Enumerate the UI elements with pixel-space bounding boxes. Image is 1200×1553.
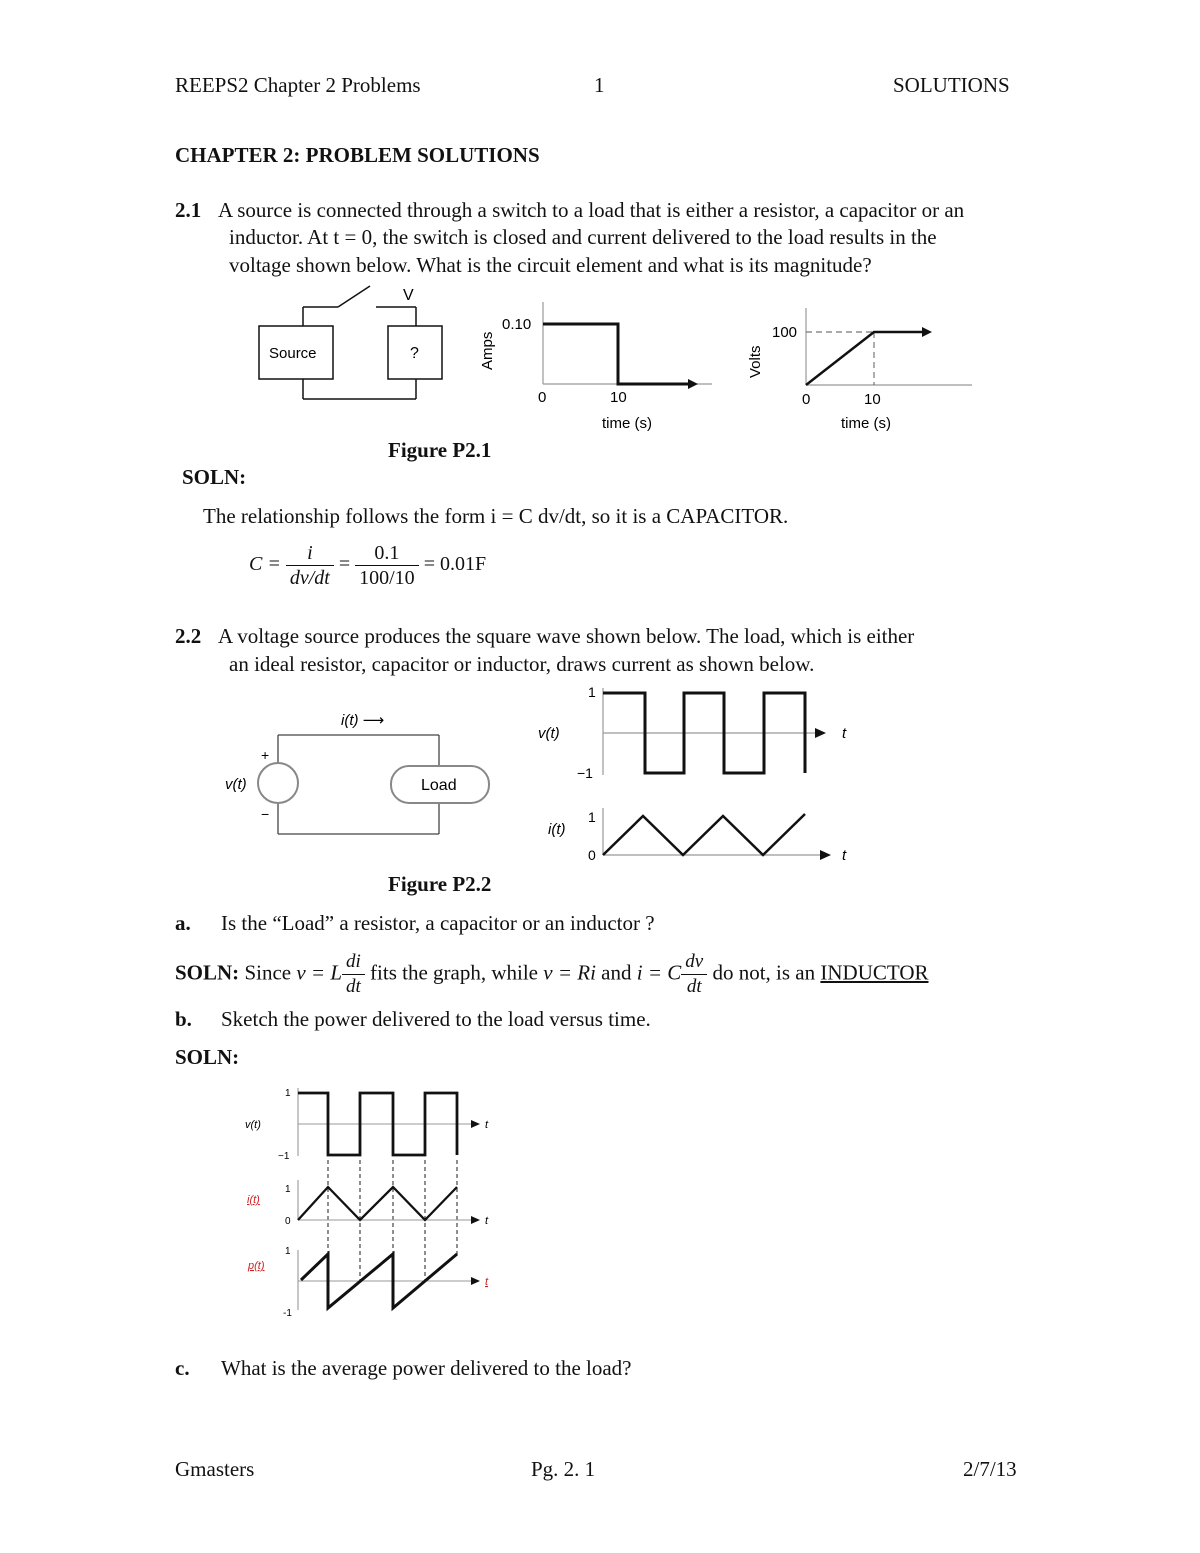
sketch-vt-arrowhead — [471, 1120, 480, 1128]
amps-x0: 0 — [538, 389, 547, 406]
v-eq-ri: v = Ri — [543, 960, 596, 985]
sketch-vt-axes — [298, 1088, 471, 1156]
plus-sign: + — [261, 747, 270, 763]
current-arrow-label: i(t) ⟶ — [341, 712, 385, 729]
footer-left: Gmasters — [175, 1457, 255, 1481]
problem-2-1-number: 2.1 — [175, 198, 202, 222]
sketch-it-label: i(t) — [247, 1194, 260, 1206]
sketch-pt-t: t — [485, 1276, 489, 1288]
eq-equals: = — [338, 553, 351, 576]
sketch-vt-bot: −1 — [278, 1151, 290, 1162]
current-arrowhead — [688, 379, 698, 389]
load-unknown-label: ? — [410, 345, 419, 362]
figure-p2-2-caption: Figure P2.2 — [388, 872, 492, 896]
sketch-pt-arrowhead — [471, 1277, 480, 1285]
footer-date: 2/7/13 — [963, 1457, 1017, 1481]
volts-x0: 0 — [802, 391, 811, 408]
problem-2-1-line3: voltage shown below. What is the circuit element and what is its magnitude? — [229, 253, 872, 277]
eq-lhs: C = — [249, 553, 281, 576]
it-zero: 0 — [588, 847, 596, 863]
i-eq-c: i = C — [636, 960, 682, 985]
power-sketch — [235, 1080, 515, 1320]
figure-p2-1-caption: Figure P2.1 — [388, 438, 492, 462]
sketch-vt-t: t — [485, 1119, 489, 1131]
part-c-label: c. — [175, 1356, 190, 1380]
di-num: di — [342, 950, 365, 975]
eq-num1: i — [286, 541, 334, 566]
problem-2-1-line1: A source is connected through a switch to a load that is either a resistor, a capacitor or an — [218, 198, 965, 222]
vt-arrowhead — [815, 728, 826, 738]
eq-frac1 — [286, 541, 334, 590]
it-top: 1 — [588, 809, 596, 825]
minus-sign: − — [261, 806, 270, 822]
vt-bot: −1 — [577, 765, 593, 781]
vsrc-label: v(t) — [225, 776, 247, 793]
capacitance-equation — [249, 541, 486, 590]
sketch-it-wave — [298, 1187, 457, 1220]
p21-soln-text: The relationship follows the form i = C dv/dt, so it is a CAPACITOR. — [203, 504, 789, 528]
sketch-vt-top: 1 — [285, 1088, 291, 1099]
sketch-it-zero: 0 — [285, 1216, 291, 1227]
sketch-it-top: 1 — [285, 1184, 291, 1195]
part-b-soln-label: SOLN: — [175, 1045, 240, 1069]
eq-den2: 100/10 — [359, 567, 415, 589]
vt-axis-label: v(t) — [538, 725, 560, 742]
volts-axes — [806, 308, 972, 385]
part-a-solution — [175, 950, 929, 999]
di-dt-frac — [342, 950, 365, 999]
problem-2-1-line2: inductor. At t = 0, the switch is closed and current delivered to the load results in the — [229, 225, 937, 249]
header-page-number: 1 — [594, 73, 605, 97]
part-a-text: Is the “Load” a resistor, a capacitor or an inductor ? — [221, 911, 655, 935]
do-not-text: do not, is an — [712, 960, 816, 985]
amps-ytick: 0.10 — [502, 316, 532, 333]
dv-num: dv — [681, 950, 707, 975]
volts-x10: 10 — [864, 391, 881, 408]
eq-result: = 0.01F — [423, 553, 487, 576]
amps-xlabel: time (s) — [602, 415, 652, 432]
amps-axes — [543, 302, 712, 384]
source-label: Source — [269, 345, 317, 362]
sketch-pt-bot: -1 — [283, 1308, 292, 1319]
p21-soln-label: SOLN: — [182, 465, 247, 489]
dt-den1: dt — [346, 976, 361, 997]
load-label: Load — [421, 777, 457, 794]
chapter-title: CHAPTER 2: PROBLEM SOLUTIONS — [175, 143, 540, 167]
amps-ylabel: Amps — [479, 331, 496, 370]
footer-page: Pg. 2. 1 — [531, 1457, 596, 1481]
voltage-arrowhead — [922, 327, 932, 337]
sketch-it-arrowhead — [471, 1216, 480, 1224]
vt-t: t — [842, 725, 847, 742]
v-eq-l: v = L — [296, 960, 343, 985]
it-axis-label: i(t) — [548, 821, 566, 838]
eq-num2: 0.1 — [355, 541, 419, 566]
problem-2-2-number: 2.2 — [175, 624, 202, 648]
current-trace — [543, 324, 690, 384]
eq-frac2 — [355, 541, 419, 590]
voltage-label: V — [403, 287, 414, 304]
inductor-answer: INDUCTOR — [820, 960, 929, 985]
header-right: SOLUTIONS — [893, 73, 1010, 97]
eq-den1: dv/dt — [289, 567, 330, 589]
part-b-text: Sketch the power delivered to the load versus time. — [221, 1007, 651, 1031]
sketch-pt-top: 1 — [285, 1246, 291, 1257]
header-left: REEPS2 Chapter 2 Problems — [175, 73, 421, 97]
part-a-soln-label: SOLN: — [175, 960, 240, 985]
dt-den2: dt — [686, 976, 702, 997]
switch-blade — [338, 286, 370, 307]
sketch-pt-label: p(t) — [248, 1260, 265, 1272]
and-word: and — [601, 960, 632, 985]
part-b-label: b. — [175, 1007, 192, 1031]
part-c-text: What is the average power delivered to the load? — [221, 1356, 632, 1380]
voltage-trace — [806, 332, 922, 385]
it-t: t — [842, 847, 847, 864]
fits-text: fits the graph, while — [370, 960, 539, 985]
figure-p2-2 — [215, 680, 875, 870]
it-triangle-wave — [603, 814, 805, 855]
circuit-p2-1 — [259, 286, 442, 399]
part-a-label: a. — [175, 911, 191, 935]
volts-xlabel: time (s) — [841, 415, 891, 432]
volts-ytick: 100 — [772, 324, 798, 341]
sketch-it-t: t — [485, 1215, 489, 1227]
it-arrowhead — [820, 850, 831, 860]
problem-2-2-line1: A voltage source produces the square wave shown below. The load, which is either — [218, 624, 915, 648]
vt-top: 1 — [588, 684, 596, 700]
vt-axes — [603, 688, 815, 775]
figure-p2-1 — [240, 280, 1000, 440]
amps-x10: 10 — [610, 389, 627, 406]
sketch-vt-label: v(t) — [245, 1119, 261, 1131]
problem-2-2-line2: an ideal resistor, capacitor or inductor, draws current as shown below. — [229, 652, 815, 676]
dv-dt-frac — [681, 950, 707, 999]
volts-ylabel: Volts — [747, 345, 764, 378]
voltage-source-symbol — [258, 763, 298, 803]
since-word: Since — [244, 960, 292, 985]
